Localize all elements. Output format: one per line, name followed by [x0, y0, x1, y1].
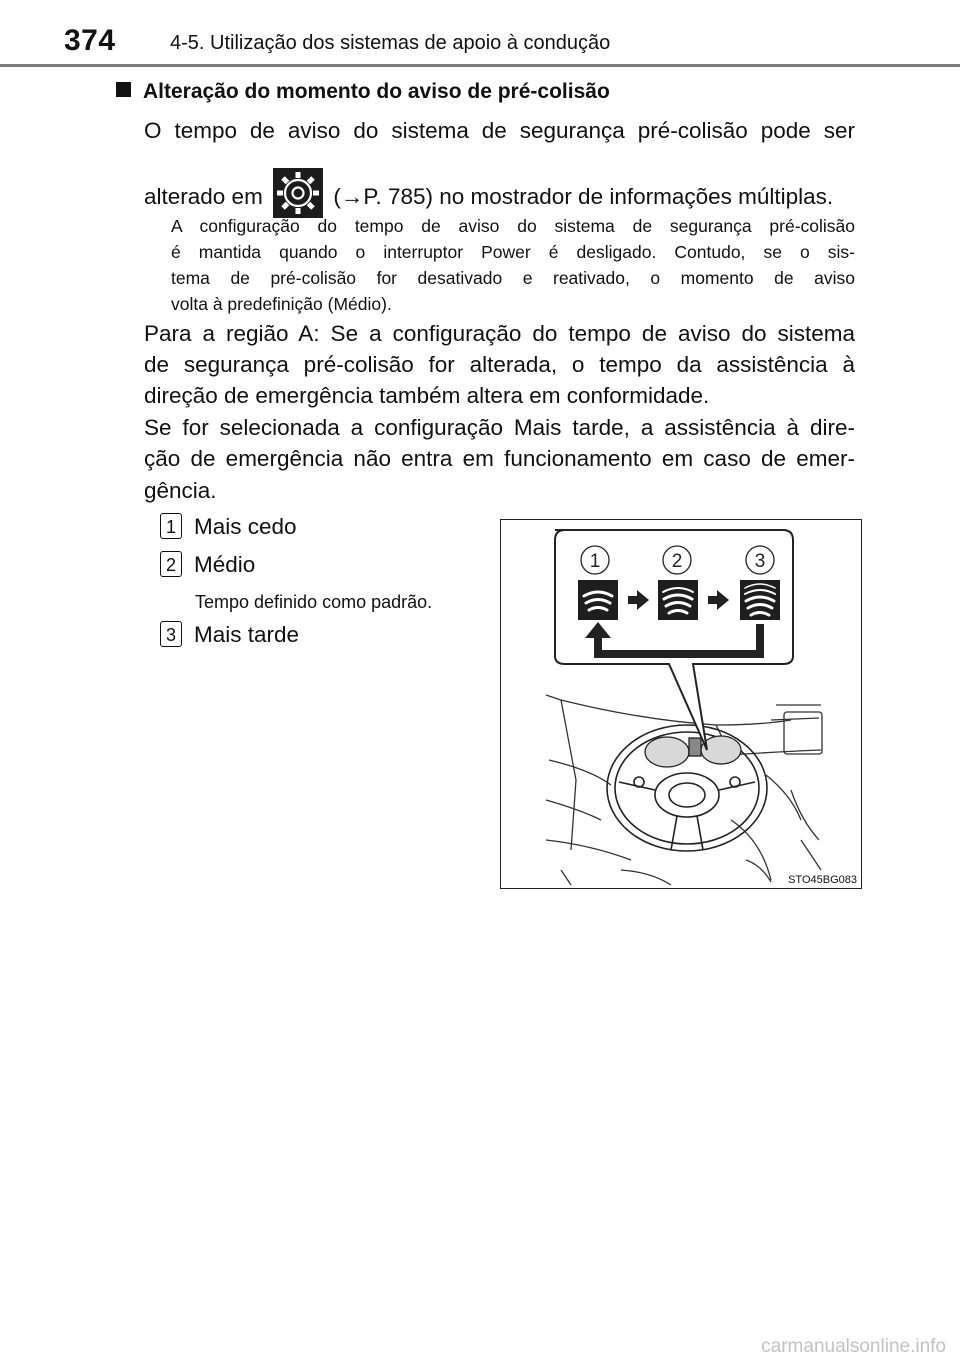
watermark: carmanualsonline.info — [761, 1336, 946, 1357]
paragraph-line: de segurança pré-colisão for alterada, o tempo da assistência à — [144, 352, 855, 377]
list-sub-note: Tempo definido como padrão. — [195, 592, 433, 612]
list-label: Mais tarde — [194, 622, 300, 647]
dashboard-drawing — [546, 695, 822, 885]
header-divider — [0, 64, 960, 67]
instrument-cluster — [645, 736, 741, 767]
list-label: Mais cedo — [194, 514, 297, 539]
list-number: 1 — [160, 513, 182, 539]
paragraph-line-with-icon — [144, 168, 855, 218]
note-line: volta à predefinição (Médio). — [171, 294, 392, 314]
text-before-icon: alterado em — [144, 184, 263, 209]
callout-number: 3 — [754, 551, 766, 572]
paragraph-line: Se for selecionada a configuração Mais tarde, a assistência à dire- — [144, 415, 855, 440]
figure-illustration — [501, 520, 862, 889]
heading-text: Alteração do momento do aviso de pré-colisão — [143, 80, 610, 103]
note-line: A configuração do tempo de aviso do sistema de segurança pré-colisão — [171, 216, 855, 236]
list-label: Médio — [194, 552, 256, 577]
steering-wheel — [607, 725, 767, 851]
timing-icon-early — [578, 580, 618, 620]
timing-icon-late — [740, 580, 780, 620]
section-heading — [116, 80, 610, 104]
list-number: 2 — [160, 551, 182, 577]
warning-timing-figure — [500, 519, 862, 889]
note-line: tema de pré-colisão for desativado e reativado, o momento de aviso — [171, 268, 855, 288]
page-number: 374 — [64, 24, 116, 57]
callout-number: 1 — [589, 551, 601, 572]
list-item — [160, 513, 297, 543]
figure-code: STO45BG083 — [788, 874, 857, 886]
square-bullet-icon — [116, 82, 131, 97]
paragraph-line: direção de emergência também altera em conformidade. — [144, 383, 710, 408]
paragraph-line: ção de emergência não entra em funcionamento em caso de emer- — [144, 446, 855, 471]
list-number: 3 — [160, 621, 182, 647]
text-after-icon: (→P. 785) no mostrador de informações múltiplas. — [333, 184, 834, 209]
gear-icon — [273, 168, 323, 218]
list-item — [160, 551, 255, 581]
paragraph-line: gência. — [144, 478, 217, 503]
paragraph-line: O tempo de aviso do sistema de segurança pré-colisão pode ser — [144, 118, 855, 143]
paragraph-line: Para a região A: Se a configuração do tempo de aviso do sistema — [144, 321, 855, 346]
list-item — [160, 621, 299, 651]
note-line: é mantida quando o interruptor Power é desligado. Contudo, se o sis- — [171, 242, 855, 262]
callout-number: 2 — [671, 551, 683, 572]
section-title: 4-5. Utilização dos sistemas de apoio à condução — [170, 32, 611, 54]
timing-icon-medium — [658, 580, 698, 620]
page-header — [0, 0, 960, 70]
